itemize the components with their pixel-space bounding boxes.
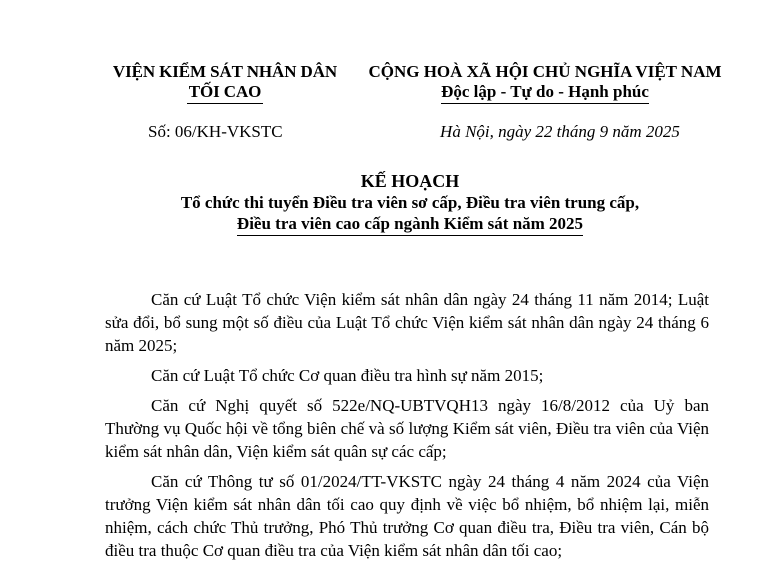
document-body (105, 288, 709, 569)
issuing-organization (100, 62, 350, 104)
document-number: Số: 06/KH-VKSTC (148, 122, 283, 141)
place-and-date: Hà Nội, ngày 22 tháng 9 năm 2025 (440, 122, 680, 141)
document-subject-line1: Tổ chức thi tuyển Điều tra viên sơ cấp, Điều tra viên trung cấp, (180, 193, 640, 212)
legal-basis-paragraph: Căn cứ Luật Tổ chức Viện kiểm sát nhân dân ngày 24 tháng 11 năm 2014; Luật sửa đổi, bổ sung một số điều của Luật Tổ chức Viện kiểm sát nhân dân ngày 24 tháng 6 năm 2025; (105, 290, 709, 355)
national-motto: Độc lập - Tự do - Hạnh phúc (441, 82, 649, 104)
document-subject-line2: Điều tra viên cao cấp ngành Kiểm sát năm 2025 (237, 213, 583, 236)
document-type: KẾ HOẠCH (360, 171, 460, 191)
org-name-line1: VIỆN KIỂM SÁT NHÂN DÂN (112, 62, 338, 81)
org-name-line2: TỐI CAO (187, 82, 264, 104)
legal-basis-paragraph: Căn cứ Thông tư số 01/2024/TT-VKSTC ngày 24 tháng 4 năm 2024 của Viện trưởng Viện kiểm sát nhân dân tối cao quy định về việc bổ nhiệm, bổ nhiệm lại, miễn nhiệm, cách chức Thủ trưởng, Phó Thủ trưởng Cơ quan điều tra, Điều tra viên, Cán bộ điều tra thuộc Cơ quan điều tra của Viện kiểm sát nhân dân tối cao; (105, 472, 709, 560)
national-title: CỘNG HOÀ XÃ HỘI CHỦ NGHĨA VIỆT NAM (368, 62, 722, 81)
national-heading (355, 62, 735, 104)
legal-basis-paragraph: Căn cứ Nghị quyết số 522e/NQ-UBTVQH13 ngày 16/8/2012 của Uỷ ban Thường vụ Quốc hội về tổng biên chế và số lượng Kiểm sát viên, Điều tra viên của Viện kiểm sát nhân dân, Viện kiểm sát quân sự các cấp; (105, 396, 709, 461)
legal-basis-paragraph: Căn cứ Luật Tổ chức Cơ quan điều tra hình sự năm 2015; (151, 366, 544, 385)
document-title-block (100, 170, 720, 236)
